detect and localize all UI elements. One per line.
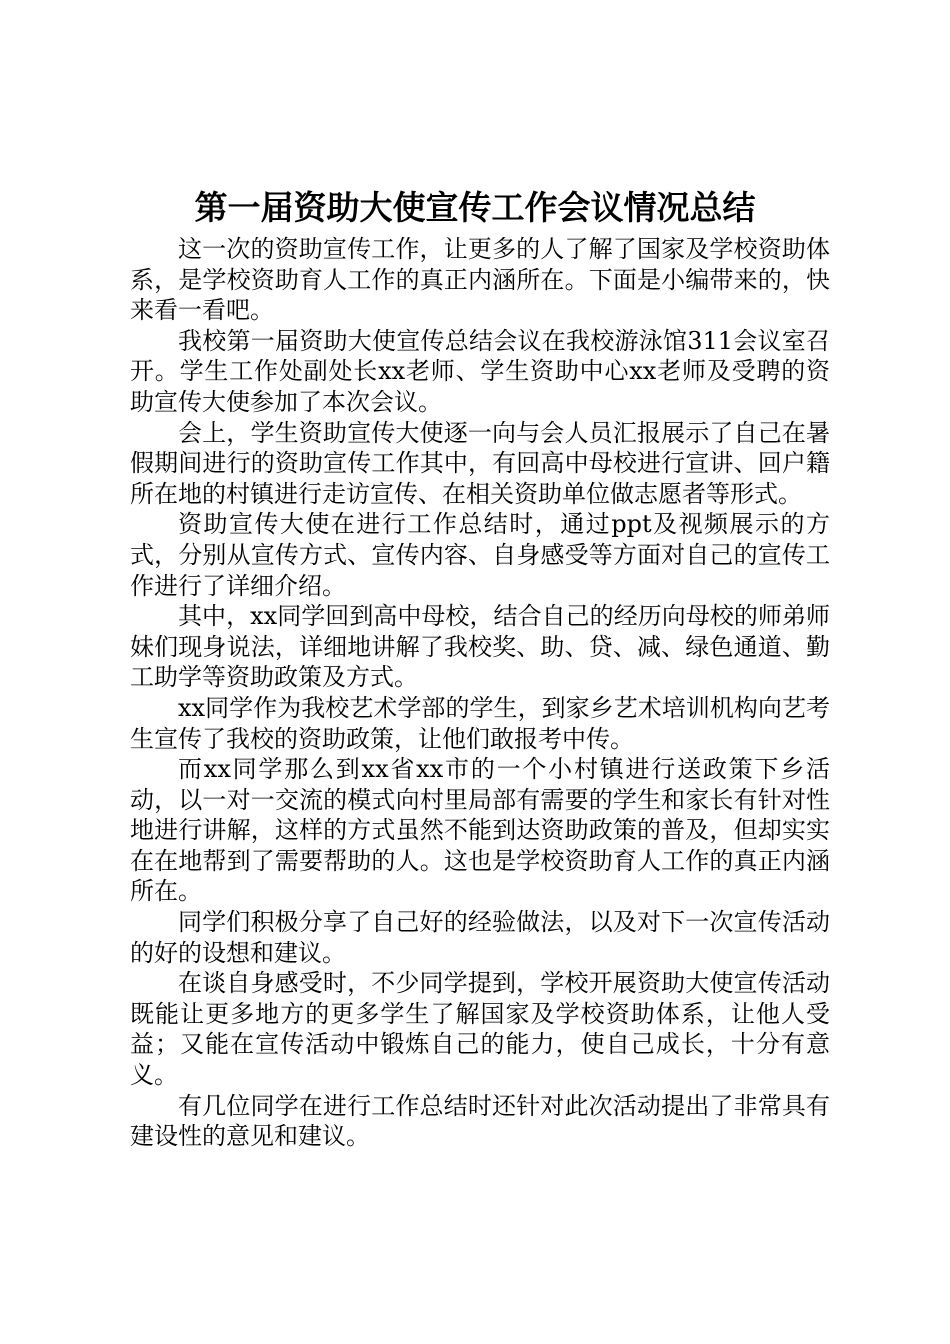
paragraph: 有几位同学在进行工作总结时还针对此次活动提出了非常具有建设性的意见和建议。	[130, 1091, 830, 1151]
paragraph: 而xx同学那么到xx省xx市的一个小村镇进行送政策下乡活动，以一对一交流的模式向村里局部有需要的学生和家长有针对性地进行讲解，这样的方式虽然不能到达资助政策的普及，但却实实在在地帮到了需要帮助的人。这也是学校资助育人工作的真正内涵所在。	[130, 755, 830, 906]
paragraph: 同学们积极分享了自己好的经验做法，以及对下一次宣传活动的好的设想和建议。	[130, 908, 830, 967]
paragraph: 在谈自身感受时，不少同学提到，学校开展资助大使宣传活动既能让更多地方的更多学生了解国家及学校资助体系，让他人受益；又能在宣传活动中锻炼自己的能力，使自己成长，十分有意义。	[130, 969, 830, 1090]
paragraph: 其中，xx同学回到高中母校，结合自己的经历向母校的师弟师妹们现身说法，详细地讲解了我校奖、助、贷、减、绿色通道、勤工助学等资助政策及方式。	[130, 602, 830, 692]
paragraph: 这一次的资助宣传工作，让更多的人了解了国家及学校资助体系，是学校资助育人工作的真正内涵所在。下面是小编带来的，快来看一看吧。	[130, 235, 830, 325]
paragraph: 会上，学生资助宣传大使逐一向与会人员汇报展示了自己在暑假期间进行的资助宣传工作其中，有回高中母校进行宣讲、回户籍所在地的村镇进行走访宣传、在相关资助单位做志愿者等形式。	[130, 418, 830, 508]
paragraph: xx同学作为我校艺术学部的学生，到家乡艺术培训机构向艺考生宣传了我校的资助政策，让他们敢报考中传。	[130, 693, 830, 753]
document-title: 第一届资助大使宣传工作会议情况总结	[194, 188, 756, 227]
document-body	[130, 234, 830, 1152]
paragraph: 我校第一届资助大使宣传总结会议在我校游泳馆311会议室召开。学生工作处副处长xx老师、学生资助中心xx老师及受聘的资助宣传大使参加了本次会议。	[130, 326, 830, 416]
paragraph: 资助宣传大使在进行工作总结时，通过ppt及视频展示的方式，分别从宣传方式、宣传内容、自身感受等方面对自己的宣传工作进行了详细介绍。	[130, 510, 830, 600]
